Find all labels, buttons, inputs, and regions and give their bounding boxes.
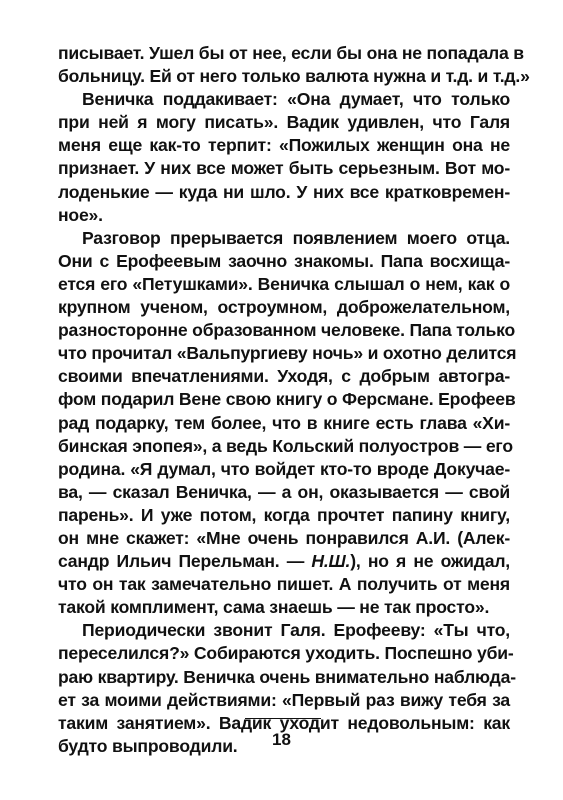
text-line: парень». И уже потом, когда прочтет папину книгу, (58, 504, 510, 525)
text-line: своими впечатлениями. Уходя, с добрым автогра- (58, 366, 510, 387)
text-line: ное». (58, 204, 103, 225)
text-line: лоденькие — куда ни шло. У них все кратковремен- (58, 181, 510, 202)
footer-divider (245, 718, 321, 719)
text-line: что он так замечательно пишет. А получить от меня (58, 574, 510, 595)
text-line (58, 550, 510, 573)
text-line: Они с Ерофеевым заочно знакомы. Папа восхища- (58, 250, 510, 271)
text-line: что прочитал «Вальпургиеву ночь» и охотно делится (58, 343, 517, 364)
text-line: признает. У них все может быть серьезным. Вот мо- (58, 158, 510, 179)
text-line: Разговор прерывается появлением моего отца. (82, 227, 510, 248)
text-line: меня еще как-то терпит: «Пожилых женщин она не (58, 135, 510, 156)
text-line: крупном ученом, остроумном, доброжелательном, (58, 297, 510, 318)
text-line: переселился?» Собираются уходить. Поспешно уби- (58, 643, 514, 664)
page-number: 18 (272, 730, 291, 749)
text-line: Веничка поддакивает: «Она думает, что только (82, 89, 510, 110)
text-line: фом подарил Вене свою книгу о Ферсмане. Ерофеев (58, 389, 516, 410)
text-line: разностороннe образованном человеке. Папа только (58, 320, 515, 341)
author-initials: Н.Ш. (311, 551, 351, 572)
text-line: таким занятием». Вадик уходит недовольным: как (58, 712, 510, 733)
text-line: Периодически звонит Галя. Ерофееву: «Ты что, (82, 620, 510, 641)
text-line: ет за моими действиями: «Первый раз вижу тебя за (58, 689, 510, 710)
text-line: родина. «Я думал, что войдет кто-то вроде Докучае- (58, 458, 510, 479)
text-line: такой комплимент, сама знаешь — не так просто». (58, 597, 490, 618)
text-line: бинская эпопея», а ведь Кольский полуостров — его (58, 435, 513, 456)
text-line: больницу. Ей от него только валюта нужна и т.д. и т.д.» (58, 66, 530, 87)
text-line: при ней я могу писать». Вадик удивлен, что Галя (58, 112, 510, 133)
text-line: будто выпроводили. (58, 735, 238, 756)
text-line: ется его «Петушками». Веничка слышал о нем, как о (58, 273, 510, 294)
text-line: ва, — сказал Веничка, — а он, оказывается — свой (58, 481, 510, 502)
text-line: раю квартиру. Веничка очень внимательно наблюда- (58, 666, 516, 687)
text-line: писывает. Ушел бы от нее, если бы она не попадала в (58, 43, 524, 63)
text-fragment: ), но я не ожидал, (350, 551, 510, 572)
text-line: он мне скажет: «Мне очень понравился А.И. (Алек- (58, 527, 510, 548)
text-fragment: сандр Ильич Перельман. — (58, 551, 312, 572)
text-line: рад подарку, тем более, что в книге есть глава «Хи- (58, 412, 510, 433)
page-text (58, 42, 530, 758)
